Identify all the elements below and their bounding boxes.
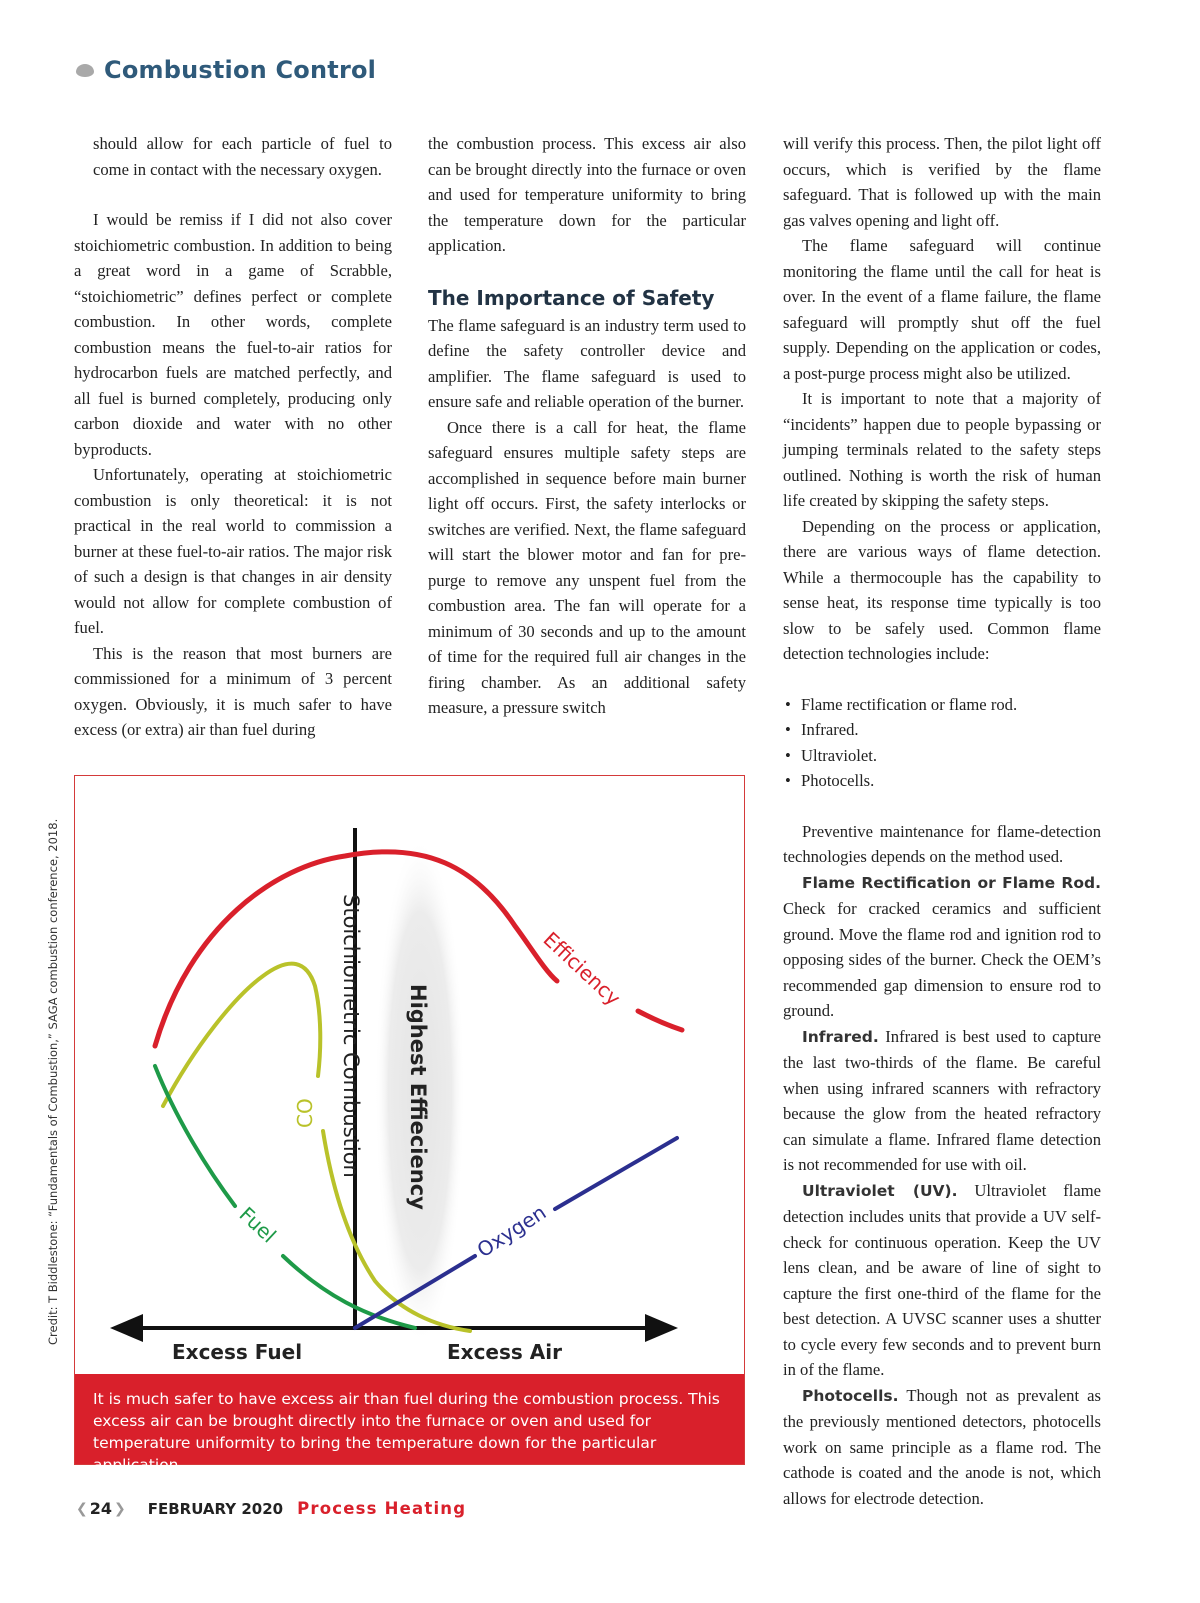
paragraph: the combustion process. This excess air also can be brought directly into the furnace or oven and used for temperature uniformity to bring the temperature down for the particular application. bbox=[428, 134, 746, 255]
paragraph-infrared bbox=[783, 1024, 1101, 1178]
efficiency-curve-tail bbox=[638, 1011, 682, 1030]
page-footer bbox=[74, 1499, 466, 1518]
article-column-2 bbox=[428, 131, 746, 721]
excess-fuel-label: Excess Fuel bbox=[172, 1340, 303, 1364]
co-curve bbox=[163, 964, 320, 1106]
paragraph: The flame safeguard is an industry term used to define the safety controller device and amplifier. The flame safeguard is used to ensure safe and reliable operation of the burner. bbox=[428, 315, 746, 411]
paragraph: Depending on the process or application, there are various ways of flame detection. While a thermocouple has the capability to sense heat, its response time typically is too slow to be safely used. Common flame detection technologies include: bbox=[783, 516, 1101, 663]
excess-air-label: Excess Air bbox=[447, 1340, 562, 1364]
stoichiometric-label: Stoichiometric Combustion bbox=[339, 894, 363, 1178]
photocells-text: Though not as prevalent as the previously mentioned detectors, photocells work on same principle as a flame rod. The cathode is coated and the anode is not, which allows for electrode detection. bbox=[783, 1385, 1101, 1508]
issue-date: FEBRUARY 2020 bbox=[147, 1499, 284, 1518]
infrared-text: Infrared is best used to capture the last two-thirds of the flame. Be careful when using infrared scanners with refractory because the glow from the heated refractory can simulate a flame. Infrared flame detection is not recommended for use with oil. bbox=[783, 1026, 1101, 1174]
highest-efficiency-label: Highest Effieciency bbox=[406, 984, 430, 1210]
section-title: Combustion Control bbox=[104, 56, 377, 84]
paragraph: The flame safeguard will continue monitoring the flame until the call for heat is over. In the event of a flame failure, the flame safeguard will promptly shut off the fuel supply. Depending on the application or codes, a post-purge process might also be utilized. bbox=[783, 236, 1101, 383]
paragraph: This is the reason that most burners are commissioned for a minimum of 3 percent oxygen. Obviously, it is much safer to have excess (or extra) air than fuel during bbox=[74, 643, 392, 739]
runin-photocells: Photocells. bbox=[802, 1386, 899, 1405]
subheading-importance-of-safety: The Importance of Safety bbox=[428, 285, 715, 310]
paragraph: Unfortunately, operating at stoichiometric combustion is only theoretical: it is not practical in the real world to commission a burner at these fuel-to-air ratios. The major risk of such a design is that changes in air density would not allow for complete combustion of fuel. bbox=[74, 465, 392, 637]
paragraph-ultraviolet bbox=[783, 1178, 1101, 1383]
oxygen-line-upper bbox=[555, 1138, 677, 1209]
runin-infrared: Infrared. bbox=[802, 1027, 879, 1046]
paragraph: should allow for each particle of fuel to come in contact with the necessary oxygen. bbox=[93, 134, 392, 179]
runin-flame-rod: Flame Rectification or Flame Rod. bbox=[802, 873, 1101, 892]
list-item: • Flame rectification or flame rod. bbox=[783, 692, 1101, 718]
paragraph: I would be remiss if I did not also cover stoichiometric combustion. In addition to being a great word in a game of Scrabble, “stoichiometric” defines perfect or complete combustion. In other words, complete combustion means the fuel-to-air ratios for hydrocarbon fuels are matched perfectly, and all fuel is burned completely, producing only carbon dioxide and water with no other byproducts. bbox=[74, 210, 392, 459]
magazine-name: Process Heating bbox=[297, 1499, 467, 1518]
oxygen-label: Oxygen bbox=[472, 1200, 551, 1263]
co-label: CO bbox=[293, 1098, 317, 1128]
list-item: • Photocells. bbox=[783, 768, 1101, 794]
section-header bbox=[76, 56, 376, 84]
paragraph-photocells bbox=[783, 1383, 1101, 1512]
fuel-label: Fuel bbox=[234, 1202, 281, 1248]
paragraph-flame-rod bbox=[783, 870, 1101, 1024]
flame-detection-list bbox=[783, 692, 1101, 794]
page-left-bracket-icon: ❮ bbox=[76, 1500, 88, 1517]
paragraph: It is important to note that a majority of “incidents” happen due to people bypassing or jumping terminals related to the safety steps outlined. Nothing is worth the risk of human life created by skipping the safety steps. bbox=[783, 389, 1101, 510]
article-column-3 bbox=[783, 131, 1101, 1511]
combustion-diagram bbox=[75, 776, 746, 1376]
page-number: 24 bbox=[89, 1499, 112, 1518]
page-right-bracket-icon: ❯ bbox=[114, 1500, 126, 1517]
list-item: • Infrared. bbox=[783, 717, 1101, 743]
paragraph: Once there is a call for heat, the flame safeguard ensures multiple safety steps are accomplished in sequence before main burner light off occurs. First, the safety interlocks or switches are verified. Next, the flame safeguard will start the blower motor and fan for pre-purge to remove any unspent fuel from the combustion area. The fan will operate for a minimum of 30 seconds and up to the amount of time for the required full air changes in the firing chamber. As an additional safety measure, a pressure switch bbox=[428, 417, 746, 717]
runin-ultraviolet: Ultraviolet (UV). bbox=[802, 1181, 958, 1200]
article-column-1 bbox=[74, 131, 392, 743]
list-item: • Ultraviolet. bbox=[783, 743, 1101, 769]
combustion-diagram-figure bbox=[74, 775, 745, 1474]
figure-credit: Credit: T Biddlestone: “Fundamentals of Combustion,” SAGA combustion conference, 2018. bbox=[46, 818, 60, 1345]
figure-caption: It is much safer to have excess air than fuel during the combustion process. This excess air can be brought directly into the furnace or oven and used for temperature uniformity to bring the temperature down for the particular application. bbox=[75, 1374, 744, 1464]
arrow-left-icon bbox=[110, 1314, 143, 1342]
efficiency-label: Efficiency bbox=[538, 927, 626, 1011]
paragraph: will verify this process. Then, the pilot light off occurs, which is verified by the flame safeguard. That is followed up with the main gas valves opening and light off. bbox=[783, 134, 1101, 230]
section-bullet-icon bbox=[76, 64, 94, 77]
fuel-curve bbox=[155, 1066, 235, 1206]
flame-rod-text: Check for cracked ceramics and sufficient ground. Move the flame rod and ignition rod to opposing sides of the burner. Check the OEM’s recommended gap dimension to ensure rod to ground. bbox=[783, 899, 1101, 1020]
ultraviolet-text: Ultraviolet flame detection includes units that provide a UV self-check for continuous operation. Keep the UV lens clean, and be aware of line of sight to capture the first one-third of the flame for the best detection. A UVSC scanner uses a shutter to cycle every few seconds and to prevent burn in of the flame. bbox=[783, 1180, 1101, 1379]
arrow-right-icon bbox=[645, 1314, 678, 1342]
paragraph: Preventive maintenance for flame-detection technologies depends on the method used. bbox=[783, 821, 1101, 866]
